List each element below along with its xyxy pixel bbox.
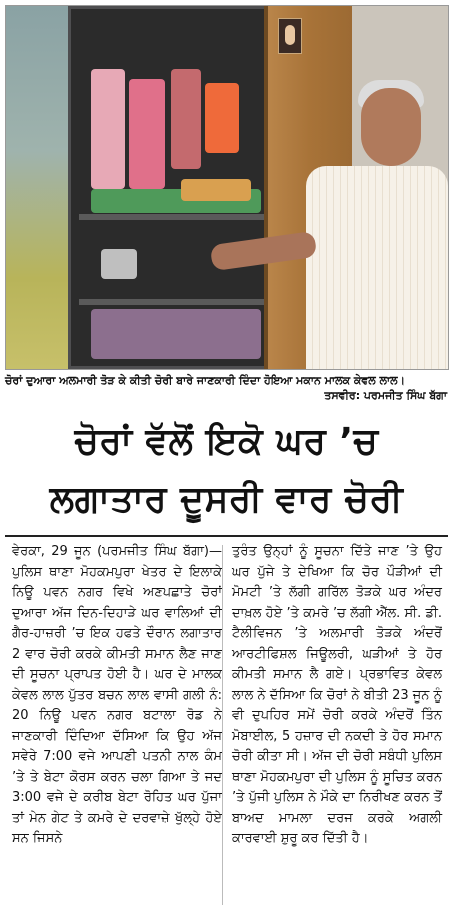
article-column-right: ਤੁਰੰਤ ਉਨ੍ਹਾਂ ਨੂੰ ਸੂਚਨਾ ਦਿੱਤੇ ਜਾਣ ’ਤੇ ਉਹ ਘਰ ਪੁੱਜੇ ਤੇ ਦੇਖਿਆ ਕਿ ਚੋਰ ਪੌੜੀਆਂ ਦੀ ਮੋਮਟੀ ’ਤੇ ਲੱਗੀ ਗਰਿੱਲ ਤੋੜਕੇ ਘਰ ਅੰਦਰ ਦਾਖ਼ਲ ਹੋਏ ’ਤੇ ਕਮਰੇ ’ਚ ਲੱਗੀ ਐੱਲ. ਸੀ. ਡੀ. ਟੈਲੀਵਿਜਨ ’ਤੇ ਅਲਮਾਰੀ ਤੋੜਕੇ ਅੰਦਰੋਂ ਆਰਟੀਫਿਸ਼ਲ ਜਿਊਲਰੀ, ਘੜੀਆਂ ਤੇ ਹੋਰ ਕੀਮਤੀ ਸਮਾਨ ਲੈ ਗਏ। ਪ੍ਰਭਾਵਿਤ ਕੇਵਲ ਲਾਲ ਨੇ ਦੱਸਿਆ ਕਿ ਚੋਰਾਂ ਨੇ ਬੀਤੀ 23 ਜੂਨ ਨੂੰ ਵੀ ਦੁਪਹਿਰ ਸਮੇਂ ਚੋਰੀ ਕਰਕੇ ਅੰਦਰੋਂ ਤਿੰਨ ਮੋਬਾਈਲ, 5 ਹਜ਼ਾਰ ਦੀ ਨਕਦੀ ਤੇ ਹੋਰ ਸਮਾਨ ਚੋਰੀ ਕੀਤਾ ਸੀ। ਅੱਜ ਦੀ ਚੋਰੀ ਸਬੰਧੀ ਪੁਲਿਸ ਥਾਣਾ ਮੋਹਕਮਪੁਰਾ ਦੀ ਪੁਲਿਸ ਨੂੰ ਸੂਚਿਤ ਕਰਨ ’ਤੇ ਪੁੱਜੀ ਪੁਲਿਸ ਨੇ ਮੌਕੇ ਦਾ ਨਿਰੀਖਣ ਕਰਨ ਤੋਂ ਬਾਅਦ ਮਾਮਲਾ ਦਰਜ ਕਰਕੇ ਅਗਲੀ ਕਾਰਵਾਈ ਸ਼ੁਰੂ ਕਰ ਦਿੱਤੀ ਹੈ। — [232, 544, 442, 846]
photo-credit: ਤਸਵੀਰ: ਪਰਮਜੀਤ ਸਿੰਘ ਬੱਗਾ — [324, 389, 447, 402]
divider — [5, 535, 448, 537]
column-divider — [222, 545, 223, 905]
garment-pile — [181, 179, 251, 201]
man-face — [361, 88, 421, 166]
article-column-left: ਵੇਰਕਾ, 29 ਜੂਨ (ਪਰਮਜੀਤ ਸਿੰਘ ਬੱਗਾ)—ਪੁਲਿਸ ਥਾਣਾ ਮੋਹਕਮਪੁਰਾ ਖੇਤਰ ਦੇ ਇਲਾਕੇ ਨਿਊ ਪਵਨ ਨਗਰ ਵਿਖੇ ਅਣਪਛਾਤੇ ਚੋਰਾਂ ਦੁਆਰਾ ਅੱਜ ਦਿਨ-ਦਿਹਾੜੇ ਘਰ ਵਾਲਿਆਂ ਦੀ ਗੈਰ-ਹਾਜ਼ਰੀ ’ਚ ਇਕ ਹਫਤੇ ਦੌਰਾਨ ਲਗਾਤਾਰ 2 ਵਾਰ ਚੋਰੀ ਕਰਕੇ ਕੀਮਤੀ ਸਮਾਨ ਲੈਣ ਜਾਣ ਦੀ ਸੂਚਨਾ ਪ੍ਰਾਪਤ ਹੋਈ ਹੈ। ਘਰ ਦੇ ਮਾਲਕ ਕੇਵਲ ਲਾਲ ਪੁੱਤਰ ਬਚਨ ਲਾਲ ਵਾਸੀ ਗਲੀ ਨੰ: 20 ਨਿਊ ਪਵਨ ਨਗਰ ਬਟਾਲਾ ਰੋਡ ਨੇ ਜਾਣਕਾਰੀ ਦਿੰਦਿਆ ਦੱਸਿਆ ਕਿ ਉਹ ਅੱਜ ਸਵੇਰੇ 7:00 ਵਜੇ ਆਪਣੀ ਪਤਨੀ ਨਾਲ ਕੰਮ ’ਤੇ ਤੇ ਬੇਟਾ ਕੋਰਸ ਕਰਨ ਚਲਾ ਗਿਆ ਤੇ ਜਦ 3:00 ਵਜੇ ਦੇ ਕਰੀਬ ਬੇਟਾ ਰੋਹਿਤ ਘਰ ਪੁੱਜਾ ਤਾਂ ਮੇਨ ਗੇਟ ਤੇ ਕਮਰੇ ਦੇ ਦਰਵਾਜ਼ੇ ਖੁੱਲ੍ਹੇ ਹੋਏ ਸਨ ਜਿਸਨੇ — [12, 544, 222, 846]
garment-pile — [91, 309, 261, 359]
garment — [91, 69, 125, 189]
box — [101, 249, 137, 279]
garment — [171, 69, 201, 169]
deity-poster — [278, 18, 302, 54]
almirah-shelf — [79, 299, 269, 305]
headline-line-2: ਲਗਾਤਾਰ ਦੂਸਰੀ ਵਾਰ ਚੋਰੀ — [49, 479, 404, 520]
headline — [5, 413, 448, 529]
garment — [129, 79, 165, 189]
garment — [205, 83, 239, 153]
hanging-clothes — [6, 6, 68, 369]
broken-almirah — [68, 6, 278, 369]
news-photo — [5, 5, 449, 370]
photo-caption: ਚੋਰਾਂ ਦੁਆਰਾ ਅਲਮਾਰੀ ਤੋੜ ਕੇ ਕੀਤੀ ਚੋਰੀ ਬਾਰੇ ਜਾਣਕਾਰੀ ਦਿੰਦਾ ਹੋਇਆ ਮਕਾਨ ਮਾਲਕ ਕੇਵਲ ਲਾਲ। — [5, 374, 405, 387]
headline-line-1: ਚੋਰਾਂ ਵੱਲੋਂ ਇਕੋ ਘਰ ’ਚ — [74, 421, 379, 462]
man-shirt — [306, 166, 448, 369]
almirah-shelf — [79, 214, 269, 220]
